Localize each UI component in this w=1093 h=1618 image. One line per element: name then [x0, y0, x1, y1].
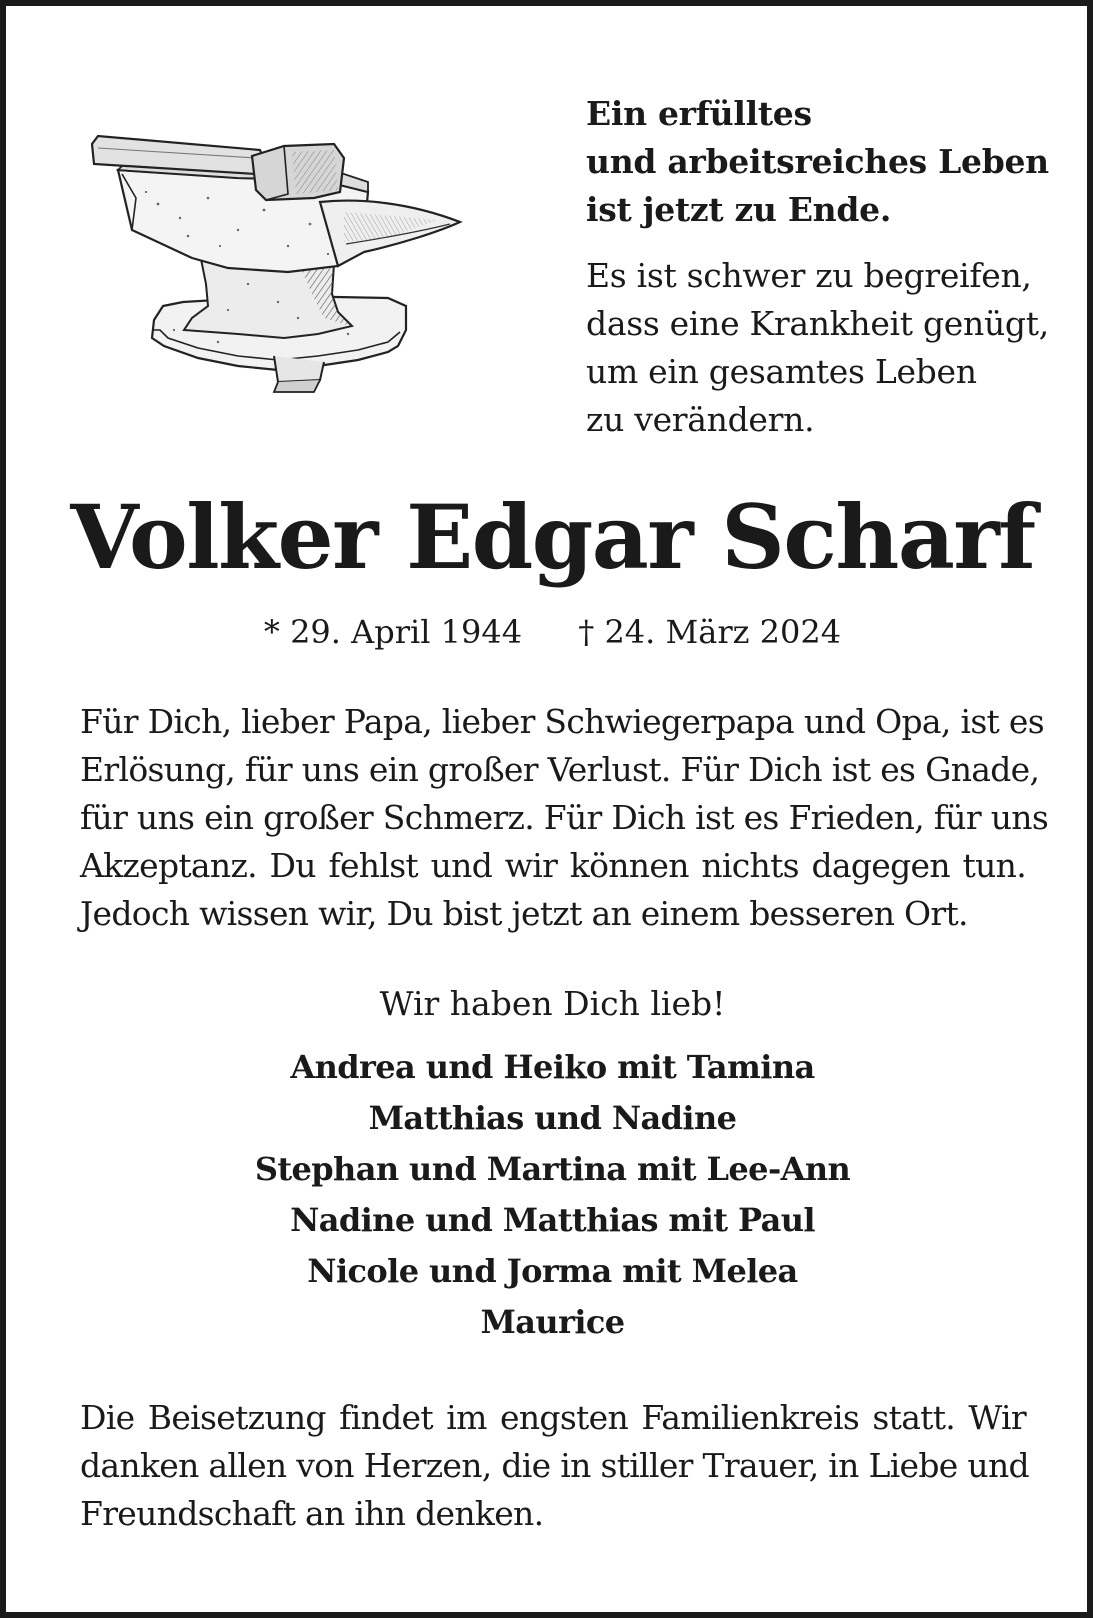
anvil-hammer-icon: [88, 134, 488, 406]
tribute-line: Jedoch wissen wir, Du bist jetzt an einem besseren Ort.: [80, 894, 968, 933]
quote-line: zu verändern.: [586, 400, 815, 439]
quote-bold-verse: [586, 90, 1056, 234]
burial-line: danken allen von Herzen, die in stiller Trauer, in Liebe und: [80, 1446, 1029, 1485]
tribute-line: Akzeptanz. Du fehlst und wir können nichts dagegen tun.: [80, 846, 1026, 885]
quote-line: ist jetzt zu Ende.: [586, 190, 892, 229]
quote-line: und arbeitsreiches Leben: [586, 142, 1049, 181]
mourner-entry: Maurice: [480, 1303, 625, 1341]
quote-line: um ein gesamtes Leben: [586, 352, 977, 391]
tribute-text: [80, 698, 1049, 938]
burial-line: Die Beisetzung findet im engsten Familienkreis statt. Wir: [80, 1398, 1026, 1437]
tribute-line: Erlösung, für uns ein großer Verlust. Für Dich ist es Gnade,: [80, 750, 1040, 789]
mourner-entry: Andrea und Heiko mit Tamina: [290, 1048, 815, 1086]
closing-phrase: Wir haben Dich lieb!: [379, 984, 726, 1023]
death-date: † 24. März 2024: [578, 613, 842, 651]
quote-line: dass eine Krankheit genügt,: [586, 304, 1049, 343]
deceased-name: Volker Edgar Scharf: [70, 485, 1035, 589]
memorial-quote: [586, 90, 1056, 444]
mourners-list: [6, 1042, 1093, 1348]
tribute-line: Für Dich, lieber Papa, lieber Schwiegerpapa und Opa, ist es: [80, 702, 1044, 741]
quote-line: Ein erfülltes: [586, 94, 812, 133]
birth-date: * 29. April 1944: [263, 613, 523, 651]
burial-line: Freundschaft an ihn denken.: [80, 1494, 544, 1533]
tribute-line: für uns ein großer Schmerz. Für Dich ist es Frieden, für uns: [80, 798, 1049, 837]
quote-regular-verse: [586, 252, 1056, 444]
quote-line: Es ist schwer zu begreifen,: [586, 256, 1032, 295]
burial-notice: [80, 1394, 1029, 1538]
mourner-entry: Stephan und Martina mit Lee-Ann: [254, 1150, 851, 1188]
mourner-entry: Nicole und Jorma mit Melea: [307, 1252, 798, 1290]
mourner-entry: Matthias und Nadine: [368, 1099, 737, 1137]
life-dates: [6, 610, 1093, 654]
mourner-entry: Nadine und Matthias mit Paul: [290, 1201, 815, 1239]
